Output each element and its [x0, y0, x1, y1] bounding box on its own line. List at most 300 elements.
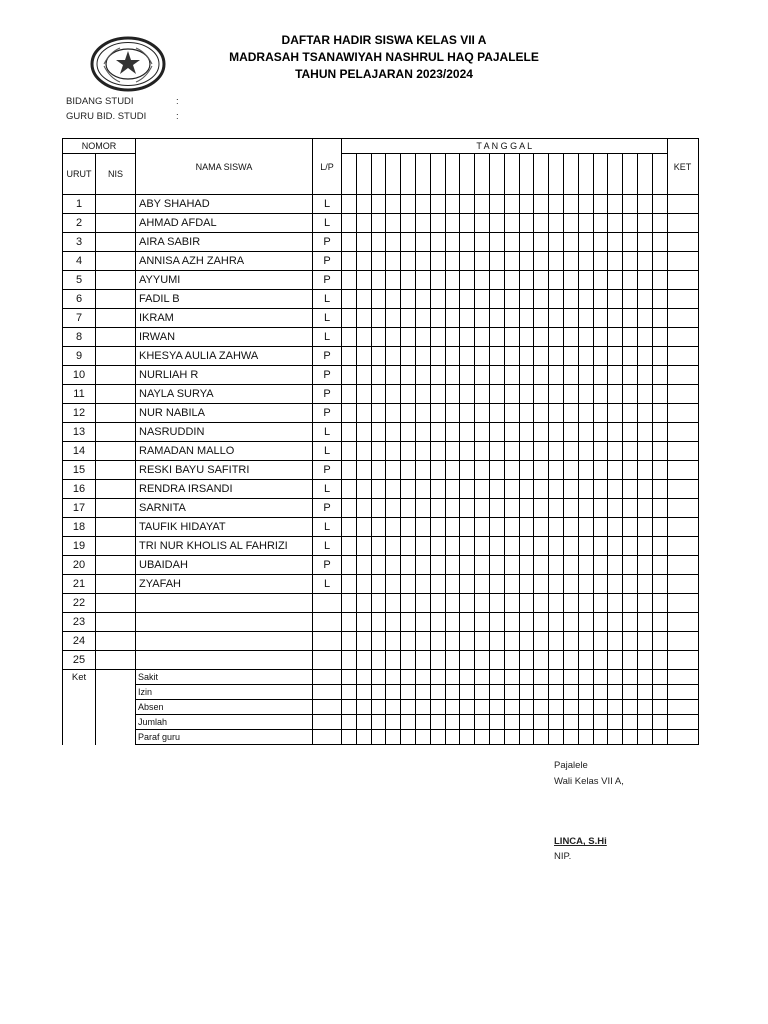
attendance-cell[interactable] — [445, 252, 460, 271]
attendance-cell[interactable] — [371, 423, 386, 442]
attendance-cell[interactable] — [623, 442, 638, 461]
attendance-cell[interactable] — [342, 214, 357, 233]
attendance-cell[interactable] — [386, 594, 401, 613]
student-ket[interactable] — [667, 233, 698, 252]
summary-date-cell[interactable] — [386, 670, 401, 685]
summary-date-cell[interactable] — [475, 670, 490, 685]
attendance-cell[interactable] — [623, 233, 638, 252]
attendance-cell[interactable] — [430, 195, 445, 214]
attendance-cell[interactable] — [342, 385, 357, 404]
summary-date-cell[interactable] — [608, 670, 623, 685]
attendance-cell[interactable] — [504, 556, 519, 575]
attendance-cell[interactable] — [460, 518, 475, 537]
attendance-cell[interactable] — [578, 461, 593, 480]
attendance-cell[interactable] — [401, 271, 416, 290]
attendance-cell[interactable] — [342, 233, 357, 252]
attendance-cell[interactable] — [578, 594, 593, 613]
summary-date-cell[interactable] — [534, 730, 549, 745]
summary-date-cell[interactable] — [534, 685, 549, 700]
summary-date-cell[interactable] — [415, 700, 430, 715]
attendance-cell[interactable] — [415, 385, 430, 404]
attendance-cell[interactable] — [460, 328, 475, 347]
summary-date-cell[interactable] — [519, 715, 534, 730]
attendance-cell[interactable] — [504, 347, 519, 366]
attendance-cell[interactable] — [504, 613, 519, 632]
attendance-cell[interactable] — [637, 328, 652, 347]
attendance-cell[interactable] — [401, 480, 416, 499]
attendance-cell[interactable] — [608, 347, 623, 366]
attendance-cell[interactable] — [637, 195, 652, 214]
attendance-cell[interactable] — [593, 347, 608, 366]
attendance-cell[interactable] — [386, 575, 401, 594]
attendance-cell[interactable] — [549, 290, 564, 309]
attendance-cell[interactable] — [623, 423, 638, 442]
attendance-cell[interactable] — [504, 632, 519, 651]
summary-date-cell[interactable] — [549, 685, 564, 700]
attendance-cell[interactable] — [549, 271, 564, 290]
attendance-cell[interactable] — [534, 632, 549, 651]
attendance-cell[interactable] — [504, 442, 519, 461]
attendance-cell[interactable] — [549, 404, 564, 423]
attendance-cell[interactable] — [593, 575, 608, 594]
summary-date-cell[interactable] — [386, 715, 401, 730]
attendance-cell[interactable] — [593, 290, 608, 309]
attendance-cell[interactable] — [637, 480, 652, 499]
attendance-cell[interactable] — [623, 499, 638, 518]
attendance-cell[interactable] — [637, 233, 652, 252]
attendance-cell[interactable] — [401, 556, 416, 575]
attendance-cell[interactable] — [430, 214, 445, 233]
summary-date-cell[interactable] — [489, 670, 504, 685]
summary-date-cell[interactable] — [549, 730, 564, 745]
attendance-cell[interactable] — [401, 594, 416, 613]
attendance-cell[interactable] — [356, 366, 371, 385]
attendance-cell[interactable] — [623, 575, 638, 594]
attendance-cell[interactable] — [475, 537, 490, 556]
student-ket[interactable] — [667, 537, 698, 556]
attendance-cell[interactable] — [549, 632, 564, 651]
attendance-cell[interactable] — [504, 480, 519, 499]
summary-date-cell[interactable] — [623, 700, 638, 715]
attendance-cell[interactable] — [415, 195, 430, 214]
attendance-cell[interactable] — [342, 252, 357, 271]
attendance-cell[interactable] — [401, 499, 416, 518]
attendance-cell[interactable] — [519, 594, 534, 613]
summary-date-cell[interactable] — [475, 700, 490, 715]
attendance-cell[interactable] — [623, 195, 638, 214]
summary-date-cell[interactable] — [534, 715, 549, 730]
attendance-cell[interactable] — [637, 613, 652, 632]
summary-date-cell[interactable] — [623, 715, 638, 730]
attendance-cell[interactable] — [445, 556, 460, 575]
attendance-cell[interactable] — [578, 632, 593, 651]
attendance-cell[interactable] — [534, 651, 549, 670]
attendance-cell[interactable] — [356, 233, 371, 252]
attendance-cell[interactable] — [519, 632, 534, 651]
attendance-cell[interactable] — [356, 594, 371, 613]
attendance-cell[interactable] — [475, 594, 490, 613]
attendance-cell[interactable] — [563, 233, 578, 252]
attendance-cell[interactable] — [608, 404, 623, 423]
attendance-cell[interactable] — [489, 537, 504, 556]
summary-date-cell[interactable] — [445, 715, 460, 730]
attendance-cell[interactable] — [356, 499, 371, 518]
attendance-cell[interactable] — [519, 328, 534, 347]
summary-date-cell[interactable] — [519, 670, 534, 685]
attendance-cell[interactable] — [593, 480, 608, 499]
attendance-cell[interactable] — [637, 499, 652, 518]
student-ket[interactable] — [667, 385, 698, 404]
summary-date-cell[interactable] — [445, 670, 460, 685]
attendance-cell[interactable] — [563, 385, 578, 404]
summary-date-cell[interactable] — [401, 685, 416, 700]
attendance-cell[interactable] — [430, 537, 445, 556]
attendance-cell[interactable] — [415, 271, 430, 290]
attendance-cell[interactable] — [445, 651, 460, 670]
summary-date-cell[interactable] — [445, 685, 460, 700]
attendance-cell[interactable] — [623, 480, 638, 499]
summary-date-cell[interactable] — [371, 730, 386, 745]
attendance-cell[interactable] — [563, 290, 578, 309]
attendance-cell[interactable] — [475, 461, 490, 480]
attendance-cell[interactable] — [356, 613, 371, 632]
attendance-cell[interactable] — [445, 404, 460, 423]
attendance-cell[interactable] — [401, 442, 416, 461]
summary-date-cell[interactable] — [637, 685, 652, 700]
attendance-cell[interactable] — [401, 537, 416, 556]
attendance-cell[interactable] — [563, 499, 578, 518]
attendance-cell[interactable] — [371, 233, 386, 252]
student-ket[interactable] — [667, 290, 698, 309]
attendance-cell[interactable] — [342, 366, 357, 385]
attendance-cell[interactable] — [563, 575, 578, 594]
attendance-cell[interactable] — [430, 594, 445, 613]
summary-date-cell[interactable] — [371, 685, 386, 700]
attendance-cell[interactable] — [563, 366, 578, 385]
attendance-cell[interactable] — [342, 423, 357, 442]
attendance-cell[interactable] — [593, 537, 608, 556]
attendance-cell[interactable] — [460, 461, 475, 480]
attendance-cell[interactable] — [608, 290, 623, 309]
attendance-cell[interactable] — [549, 309, 564, 328]
attendance-cell[interactable] — [534, 537, 549, 556]
attendance-cell[interactable] — [578, 651, 593, 670]
attendance-cell[interactable] — [342, 290, 357, 309]
attendance-cell[interactable] — [342, 575, 357, 594]
attendance-cell[interactable] — [519, 195, 534, 214]
attendance-cell[interactable] — [593, 594, 608, 613]
attendance-cell[interactable] — [386, 632, 401, 651]
attendance-cell[interactable] — [563, 404, 578, 423]
attendance-cell[interactable] — [489, 309, 504, 328]
attendance-cell[interactable] — [445, 537, 460, 556]
attendance-cell[interactable] — [401, 233, 416, 252]
summary-date-cell[interactable] — [415, 670, 430, 685]
summary-date-cell[interactable] — [504, 685, 519, 700]
attendance-cell[interactable] — [578, 252, 593, 271]
summary-date-cell[interactable] — [460, 670, 475, 685]
attendance-cell[interactable] — [342, 537, 357, 556]
attendance-cell[interactable] — [652, 518, 667, 537]
attendance-cell[interactable] — [519, 461, 534, 480]
attendance-cell[interactable] — [371, 366, 386, 385]
summary-date-cell[interactable] — [623, 730, 638, 745]
attendance-cell[interactable] — [460, 347, 475, 366]
attendance-cell[interactable] — [489, 271, 504, 290]
attendance-cell[interactable] — [371, 461, 386, 480]
attendance-cell[interactable] — [652, 423, 667, 442]
attendance-cell[interactable] — [489, 366, 504, 385]
attendance-cell[interactable] — [549, 252, 564, 271]
attendance-cell[interactable] — [593, 632, 608, 651]
summary-date-cell[interactable] — [489, 730, 504, 745]
attendance-cell[interactable] — [504, 499, 519, 518]
attendance-cell[interactable] — [445, 347, 460, 366]
attendance-cell[interactable] — [489, 480, 504, 499]
summary-date-cell[interactable] — [475, 685, 490, 700]
student-ket[interactable] — [667, 366, 698, 385]
attendance-cell[interactable] — [386, 556, 401, 575]
attendance-cell[interactable] — [371, 594, 386, 613]
attendance-cell[interactable] — [356, 423, 371, 442]
attendance-cell[interactable] — [578, 290, 593, 309]
attendance-cell[interactable] — [534, 461, 549, 480]
attendance-cell[interactable] — [534, 594, 549, 613]
attendance-cell[interactable] — [430, 233, 445, 252]
attendance-cell[interactable] — [371, 404, 386, 423]
summary-date-cell[interactable] — [578, 715, 593, 730]
attendance-cell[interactable] — [445, 499, 460, 518]
attendance-cell[interactable] — [578, 404, 593, 423]
attendance-cell[interactable] — [460, 252, 475, 271]
attendance-cell[interactable] — [489, 632, 504, 651]
student-ket[interactable] — [667, 518, 698, 537]
attendance-cell[interactable] — [386, 461, 401, 480]
attendance-cell[interactable] — [415, 594, 430, 613]
student-ket[interactable] — [667, 632, 698, 651]
attendance-cell[interactable] — [637, 423, 652, 442]
attendance-cell[interactable] — [386, 271, 401, 290]
attendance-cell[interactable] — [475, 328, 490, 347]
attendance-cell[interactable] — [593, 499, 608, 518]
attendance-cell[interactable] — [356, 461, 371, 480]
attendance-cell[interactable] — [519, 347, 534, 366]
summary-date-cell[interactable] — [652, 685, 667, 700]
attendance-cell[interactable] — [460, 480, 475, 499]
attendance-cell[interactable] — [460, 442, 475, 461]
attendance-cell[interactable] — [371, 518, 386, 537]
attendance-cell[interactable] — [430, 328, 445, 347]
attendance-cell[interactable] — [608, 195, 623, 214]
attendance-cell[interactable] — [386, 347, 401, 366]
attendance-cell[interactable] — [460, 195, 475, 214]
attendance-cell[interactable] — [504, 423, 519, 442]
attendance-cell[interactable] — [475, 423, 490, 442]
summary-date-cell[interactable] — [342, 670, 357, 685]
attendance-cell[interactable] — [401, 575, 416, 594]
summary-date-cell[interactable] — [460, 715, 475, 730]
attendance-cell[interactable] — [637, 385, 652, 404]
summary-date-cell[interactable] — [401, 730, 416, 745]
attendance-cell[interactable] — [475, 518, 490, 537]
attendance-cell[interactable] — [578, 442, 593, 461]
summary-date-cell[interactable] — [460, 700, 475, 715]
attendance-cell[interactable] — [608, 632, 623, 651]
attendance-cell[interactable] — [608, 309, 623, 328]
attendance-cell[interactable] — [504, 404, 519, 423]
attendance-cell[interactable] — [608, 442, 623, 461]
attendance-cell[interactable] — [489, 613, 504, 632]
attendance-cell[interactable] — [549, 328, 564, 347]
attendance-cell[interactable] — [356, 651, 371, 670]
attendance-cell[interactable] — [534, 252, 549, 271]
summary-date-cell[interactable] — [475, 730, 490, 745]
attendance-cell[interactable] — [430, 252, 445, 271]
attendance-cell[interactable] — [460, 632, 475, 651]
attendance-cell[interactable] — [578, 366, 593, 385]
attendance-cell[interactable] — [652, 480, 667, 499]
student-ket[interactable] — [667, 404, 698, 423]
attendance-cell[interactable] — [608, 252, 623, 271]
summary-date-cell[interactable] — [386, 700, 401, 715]
attendance-cell[interactable] — [401, 651, 416, 670]
attendance-cell[interactable] — [578, 309, 593, 328]
attendance-cell[interactable] — [371, 613, 386, 632]
attendance-cell[interactable] — [637, 537, 652, 556]
attendance-cell[interactable] — [549, 442, 564, 461]
attendance-cell[interactable] — [356, 575, 371, 594]
attendance-cell[interactable] — [401, 385, 416, 404]
attendance-cell[interactable] — [623, 385, 638, 404]
attendance-cell[interactable] — [593, 271, 608, 290]
attendance-cell[interactable] — [475, 252, 490, 271]
summary-date-cell[interactable] — [356, 685, 371, 700]
attendance-cell[interactable] — [430, 404, 445, 423]
summary-date-cell[interactable] — [593, 685, 608, 700]
attendance-cell[interactable] — [608, 594, 623, 613]
attendance-cell[interactable] — [623, 328, 638, 347]
attendance-cell[interactable] — [534, 442, 549, 461]
student-ket[interactable] — [667, 271, 698, 290]
attendance-cell[interactable] — [637, 290, 652, 309]
summary-date-cell[interactable] — [608, 715, 623, 730]
attendance-cell[interactable] — [563, 214, 578, 233]
attendance-cell[interactable] — [489, 214, 504, 233]
attendance-cell[interactable] — [430, 499, 445, 518]
attendance-cell[interactable] — [415, 366, 430, 385]
attendance-cell[interactable] — [534, 423, 549, 442]
attendance-cell[interactable] — [652, 651, 667, 670]
summary-date-cell[interactable] — [593, 670, 608, 685]
attendance-cell[interactable] — [445, 328, 460, 347]
attendance-cell[interactable] — [475, 499, 490, 518]
attendance-cell[interactable] — [593, 385, 608, 404]
attendance-cell[interactable] — [445, 575, 460, 594]
attendance-cell[interactable] — [563, 518, 578, 537]
attendance-cell[interactable] — [652, 404, 667, 423]
attendance-cell[interactable] — [489, 347, 504, 366]
attendance-cell[interactable] — [504, 214, 519, 233]
attendance-cell[interactable] — [652, 385, 667, 404]
attendance-cell[interactable] — [534, 309, 549, 328]
attendance-cell[interactable] — [371, 556, 386, 575]
attendance-cell[interactable] — [475, 651, 490, 670]
attendance-cell[interactable] — [593, 442, 608, 461]
attendance-cell[interactable] — [608, 518, 623, 537]
attendance-cell[interactable] — [415, 290, 430, 309]
attendance-cell[interactable] — [415, 556, 430, 575]
attendance-cell[interactable] — [356, 442, 371, 461]
attendance-cell[interactable] — [534, 385, 549, 404]
student-ket[interactable] — [667, 347, 698, 366]
attendance-cell[interactable] — [445, 613, 460, 632]
attendance-cell[interactable] — [534, 214, 549, 233]
attendance-cell[interactable] — [475, 385, 490, 404]
attendance-cell[interactable] — [489, 461, 504, 480]
attendance-cell[interactable] — [519, 423, 534, 442]
attendance-cell[interactable] — [563, 461, 578, 480]
attendance-cell[interactable] — [504, 252, 519, 271]
attendance-cell[interactable] — [489, 195, 504, 214]
attendance-cell[interactable] — [504, 195, 519, 214]
summary-date-cell[interactable] — [430, 715, 445, 730]
attendance-cell[interactable] — [549, 423, 564, 442]
attendance-cell[interactable] — [637, 214, 652, 233]
attendance-cell[interactable] — [415, 632, 430, 651]
attendance-cell[interactable] — [519, 309, 534, 328]
attendance-cell[interactable] — [401, 347, 416, 366]
attendance-cell[interactable] — [563, 556, 578, 575]
attendance-cell[interactable] — [519, 442, 534, 461]
student-ket[interactable] — [667, 423, 698, 442]
attendance-cell[interactable] — [386, 537, 401, 556]
attendance-cell[interactable] — [608, 499, 623, 518]
attendance-cell[interactable] — [356, 556, 371, 575]
attendance-cell[interactable] — [519, 290, 534, 309]
attendance-cell[interactable] — [519, 252, 534, 271]
attendance-cell[interactable] — [637, 366, 652, 385]
attendance-cell[interactable] — [519, 404, 534, 423]
attendance-cell[interactable] — [563, 328, 578, 347]
attendance-cell[interactable] — [652, 442, 667, 461]
attendance-cell[interactable] — [401, 632, 416, 651]
attendance-cell[interactable] — [342, 499, 357, 518]
attendance-cell[interactable] — [489, 556, 504, 575]
attendance-cell[interactable] — [401, 214, 416, 233]
attendance-cell[interactable] — [342, 271, 357, 290]
attendance-cell[interactable] — [342, 613, 357, 632]
attendance-cell[interactable] — [563, 252, 578, 271]
attendance-cell[interactable] — [371, 537, 386, 556]
attendance-cell[interactable] — [430, 651, 445, 670]
summary-date-cell[interactable] — [356, 670, 371, 685]
attendance-cell[interactable] — [356, 214, 371, 233]
summary-date-cell[interactable] — [445, 730, 460, 745]
summary-date-cell[interactable] — [342, 730, 357, 745]
attendance-cell[interactable] — [475, 575, 490, 594]
summary-date-cell[interactable] — [504, 700, 519, 715]
attendance-cell[interactable] — [342, 328, 357, 347]
attendance-cell[interactable] — [342, 347, 357, 366]
attendance-cell[interactable] — [489, 651, 504, 670]
attendance-cell[interactable] — [578, 499, 593, 518]
attendance-cell[interactable] — [371, 651, 386, 670]
attendance-cell[interactable] — [623, 594, 638, 613]
student-ket[interactable] — [667, 442, 698, 461]
attendance-cell[interactable] — [563, 480, 578, 499]
attendance-cell[interactable] — [489, 385, 504, 404]
attendance-cell[interactable] — [415, 214, 430, 233]
